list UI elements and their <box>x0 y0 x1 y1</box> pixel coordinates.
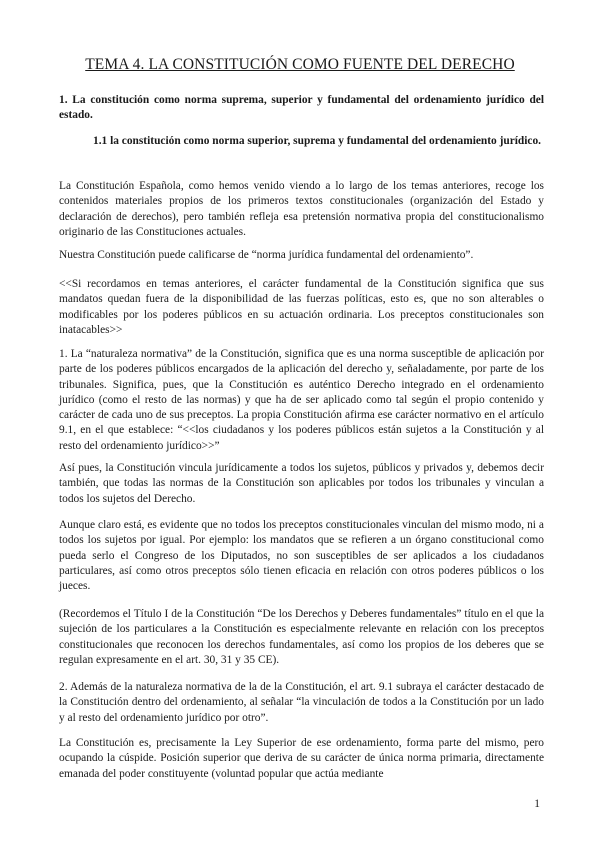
page-number: 1 <box>534 798 540 810</box>
subsection-heading: 1.1 la constitución como norma superior, suprema y fundamental del ordenamiento jurídico. <box>93 135 542 147</box>
paragraph: Así pues, la Constitución vincula jurídicamente a todos los sujetos, públicos y privados y, debemos decir también, que todas las normas de la Constitución son aplicables por todos los tribunales y vinculan a todos los sujetos del Derecho. <box>59 462 544 505</box>
paragraph: 2. Además de la naturaleza normativa de la de la Constitución, el art. 9.1 subraya el carácter destacado de la Constitución dentro del ordenamiento, al señalar “la vinculación de todos a la Constitución por un lado y al resto del ordenamiento jurídico por otro”. <box>59 681 544 724</box>
paragraph: La Constitución es, precisamente la Ley Superior de ese ordenamiento, forma parte del mismo, pero ocupando la cúspide. Posición superior que deriva de su carácter de única norma primaria, directamente emanada del poder constituyente (voluntad popular que actúa mediante <box>59 737 544 780</box>
section-heading: 1. La constitución como norma suprema, superior y fundamental del ordenamiento jurídico del estado. <box>59 94 544 122</box>
paragraph: <<Si recordamos en temas anteriores, el carácter fundamental de la Constitución significa que sus mandatos quedan fuera de la disponibilidad de las fuerzas políticas, esto es, que no son alterables o modificables por los poderes públicos en su actuación ordinaria. Los preceptos constitucionales son inatacables>> <box>59 278 544 336</box>
paragraph: 1. La “naturaleza normativa” de la Constitución, significa que es una norma susceptible de aplicación por parte de los poderes públicos encargados de la aplicación del derecho y, señaladamente, por parte de los tribunales. Significa, pues, que la Constitución es auténtico Derecho integrado en el ordenamiento jurídico (como el resto de las normas) y que ha de ser aplicado como tal según el propio contenido y carácter de cada uno de sus preceptos. La propia Constitución afirma ese carácter normativo en el artículo 9.1, en el que establece: “<<los ciudadanos y los poderes públicos están sujetos a la Constitución y al resto del ordenamiento jurídico>>” <box>59 348 544 452</box>
paragraph: Aunque claro está, es evidente que no todos los preceptos constitucionales vinculan del mismo modo, ni a todos los sujetos por igual. Por ejemplo: los mandatos que se refieren a un órgano constitucional como pueda serlo el Congreso de los Diputados, no son susceptibles de ser aplicados a los ciudadanos particulares, así como otros preceptos sólo tienen eficacia en relación con otros poderes públicos o los jueces. <box>59 519 544 593</box>
document-title: TEMA 4. LA CONSTITUCIÓN COMO FUENTE DEL DERECHO <box>85 56 515 73</box>
paragraph: Nuestra Constitución puede calificarse de “norma jurídica fundamental del ordenamiento”. <box>59 249 474 261</box>
paragraph: (Recordemos el Título I de la Constitución “De los Derechos y Deberes fundamentales” título en el que la sujeción de los particulares a la Constitución es especialmente relevante en relación con los preceptos constitucionales que reconocen los derechos fundamentales, así como los propios de los deberes que se regulan expresamente en el art. 30, 31 y 35 CE). <box>59 608 544 666</box>
paragraph: La Constitución Española, como hemos venido viendo a lo largo de los temas anteriores, recoge los contenidos materiales propios de los primeros textos constitucionales (organización del Estado y declaración de derechos), pero también refleja esa pretensión normativa propia del constitucionalismo originario de las Constituciones actuales. <box>59 180 544 238</box>
